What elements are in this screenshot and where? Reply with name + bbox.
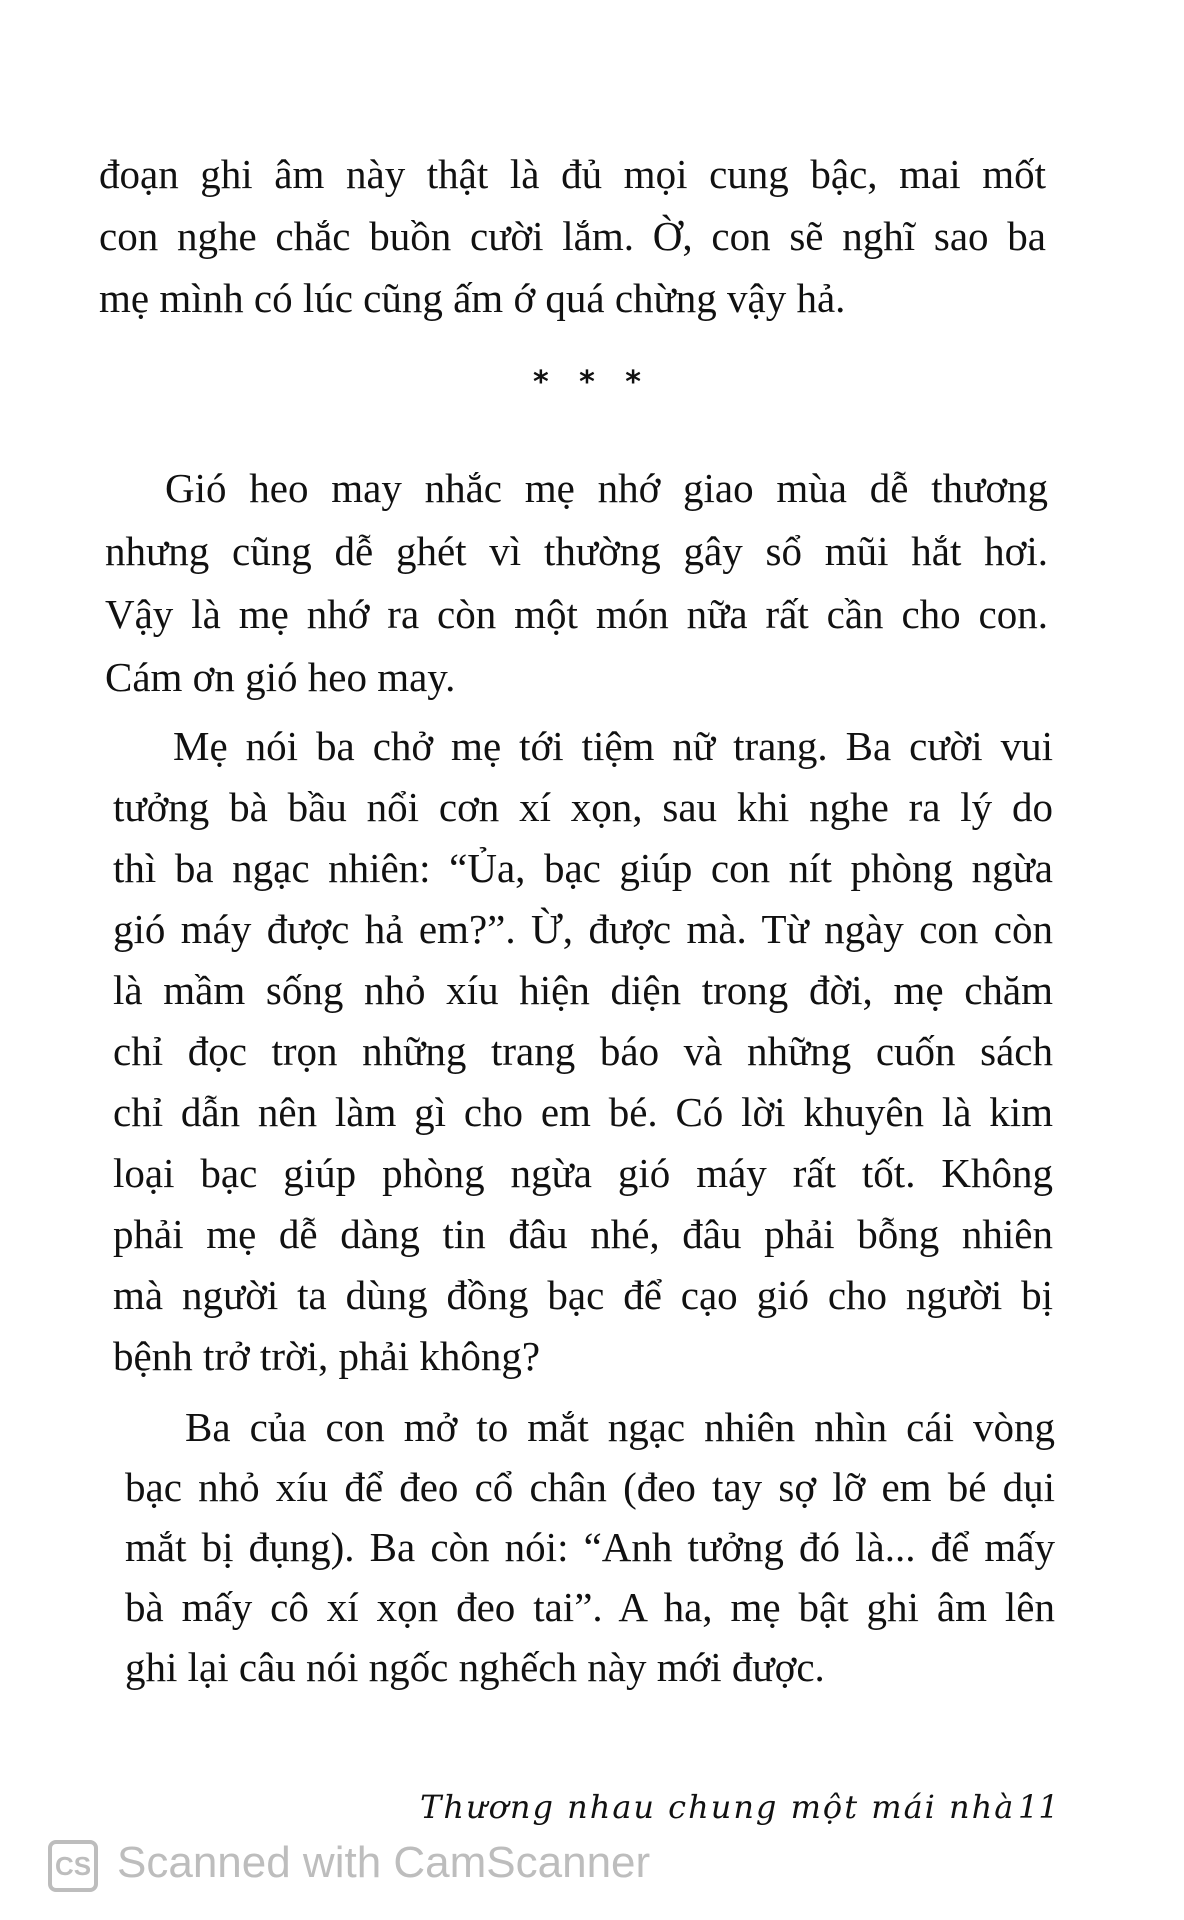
paragraph-1 [99,143,1046,329]
text-line: mắt bị đụng). Ba còn nói: “Anh tưởng đó là... để mấy [125,1524,1055,1570]
section-separator: * * * [533,365,651,400]
running-footer-title: Thương nhau chung một mái nhà [420,1788,1016,1826]
text-line: bà mấy cô xí xọn đeo tai”. A ha, mẹ bật ghi âm lên [125,1584,1055,1630]
page-number: 11 [1018,1788,1059,1826]
text-line: mẹ mình có lúc cũng ấm ớ quá chừng vậy hả. [99,275,846,321]
text-line: mà người ta dùng đồng bạc để cạo gió cho người bị [113,1272,1053,1318]
text-line: bạc nhỏ xíu để đeo cổ chân (đeo tay sợ lỡ em bé dụi [125,1464,1055,1510]
text-line: Vậy là mẹ nhớ ra còn một món nữa rất cần cho con. [105,591,1048,637]
text-line: là mầm sống nhỏ xíu hiện diện trong đời, mẹ chăm [113,967,1053,1013]
paragraph-3 [113,716,1053,1387]
text-line: đoạn ghi âm này thật là đủ mọi cung bậc, mai mốt [99,151,1046,197]
camscanner-logo-icon: CS [48,1840,98,1892]
text-line: Cám ơn gió heo may. [105,654,456,700]
text-line: bệnh trở trời, phải không? [113,1333,541,1379]
text-line: loại bạc giúp phòng ngừa gió máy rất tốt. Không [113,1150,1053,1196]
text-line: gió máy được hả em?”. Ừ, được mà. Từ ngày con còn [113,906,1053,952]
text-line: ghi lại câu nói ngốc nghếch này mới được. [125,1644,825,1690]
text-line: Mẹ nói ba chở mẹ tới tiệm nữ trang. Ba cười vui [173,723,1053,769]
text-line: Ba của con mở to mắt ngạc nhiên nhìn cái vòng [185,1404,1055,1450]
text-line: nhưng cũng dễ ghét vì thường gây sổ mũi hắt hơi. [105,528,1048,574]
paragraph-2 [105,457,1048,709]
text-line: chỉ dẫn nên làm gì cho em bé. Có lời khuyên là kim [113,1089,1053,1135]
text-line: phải mẹ dễ dàng tin đâu nhé, đâu phải bỗng nhiên [113,1211,1053,1257]
watermark-text: Scanned with CamScanner [117,1838,651,1887]
text-line: thì ba ngạc nhiên: “Ủa, bạc giúp con nít phòng ngừa [113,845,1053,891]
text-line: chỉ đọc trọn những trang báo và những cuốn sách [113,1028,1053,1074]
paragraph-4 [125,1397,1055,1697]
text-line: tưởng bà bầu nổi cơn xí xọn, sau khi nghe ra lý do [113,784,1053,830]
text-line: Gió heo may nhắc mẹ nhớ giao mùa dễ thương [165,465,1048,511]
text-line: con nghe chắc buồn cười lắm. Ờ, con sẽ nghĩ sao ba [99,213,1046,259]
